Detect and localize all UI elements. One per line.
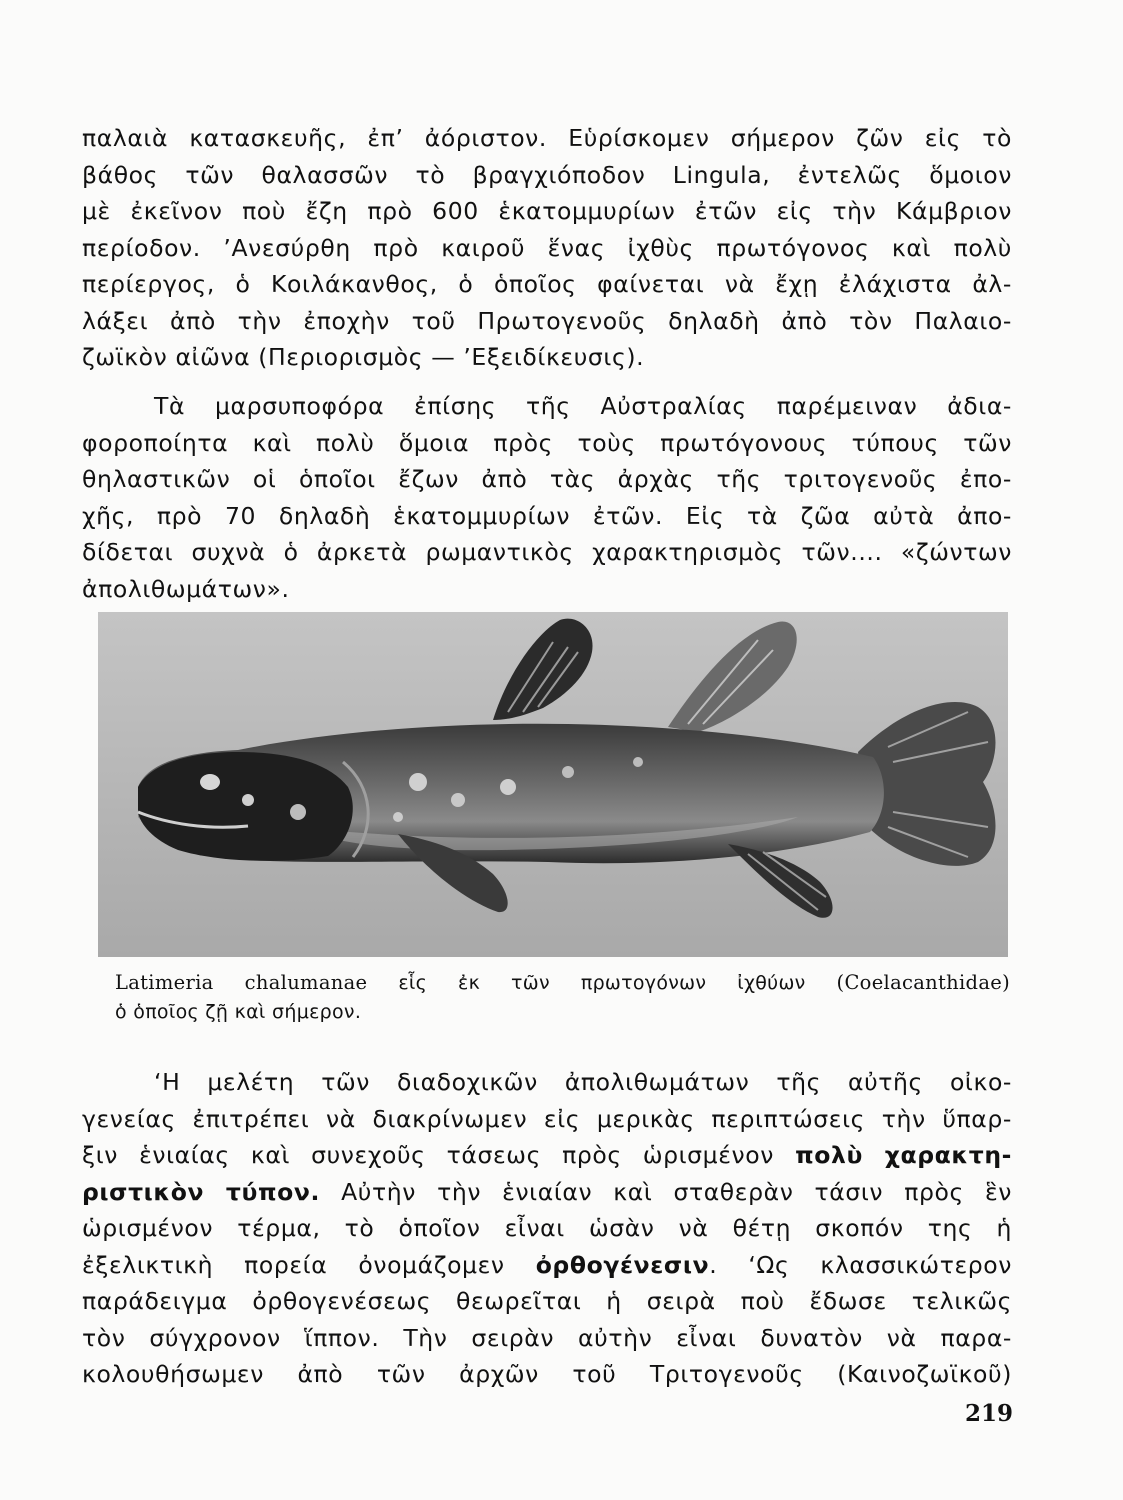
bold-term: ὀρθογένεσιν — [535, 1250, 710, 1279]
text-line: περίοδον. ’Ανεσύρθη πρὸ καιροῦ ἕνας ἰχθὺς πρωτόγονος καὶ πολὺ — [82, 233, 1012, 262]
text-line: δίδεται συχνὰ ὁ ἀρκετὰ ρωμαντικὸς χαρακτηρισμὸς τῶν.... «ζώντων — [82, 538, 1012, 566]
text-line: θηλαστικῶν οἱ ὁποῖοι ἔζων ἀπὸ τὰς ἀρχὰς τῆς τριτογενοῦς ἐπο- — [82, 465, 1012, 493]
text-segment: . ‘Ως κλασσικώτερον — [709, 1250, 1012, 1279]
paragraph-2 — [82, 388, 1012, 607]
text-line: ὡρισμένον τέρμα, τὸ ὁποῖον εἶναι ὡσὰν νὰ θέτῃ σκοπόν της ἡ — [82, 1214, 1012, 1242]
text-line: βάθος τῶν θαλασσῶν τὸ βραγχιόποδον Lingula, ἐντελῶς ὅμοιον — [82, 160, 1012, 189]
text-line — [82, 1137, 1012, 1174]
text-line: φοροποίητα καὶ πολὺ ὅμοια πρὸς τοὺς πρωτόγονους τύπους τῶν — [82, 428, 1012, 457]
fish-illustration — [98, 612, 1008, 957]
coelacanth-photo — [98, 612, 1008, 957]
bold-term: πολὺ χαρακτη- — [795, 1141, 1012, 1169]
bold-term: ριστικὸν τύπον. — [82, 1177, 321, 1206]
text-line — [82, 1247, 1012, 1284]
text-line: ἀπολιθωμάτων». — [82, 574, 290, 603]
text-line: γενείας ἐπιτρέπει νὰ διακρίνωμεν εἰς μερικὰς περιπτώσεις τὴν ὕπαρ- — [82, 1104, 1012, 1133]
text-line: ζωϊκὸν αἰῶνα (Περιορισμὸς — ’Εξειδίκευσις). — [82, 343, 645, 371]
caption-description: εἷς ἐκ τῶν πρωτογόνων ἰχθύων — [398, 972, 806, 994]
text-line — [82, 1174, 1012, 1211]
caption-line-1 — [115, 968, 1010, 998]
text-line: κολουθήσωμεν ἀπὸ τῶν ἀρχῶν τοῦ Τριτογενοῦς (Καινοζωϊκοῦ) — [82, 1360, 1012, 1388]
caption-family: (Coelacanthidae) — [836, 971, 1010, 994]
text-line: χῆς, πρὸ 70 δηλαδὴ ἑκατομμυρίων ἐτῶν. Εἰς τὰ ζῶα αὐτὰ ἀπο- — [82, 501, 1012, 530]
caption-latin-name: Latimeria chalumanae — [115, 971, 368, 994]
page-number: 219 — [965, 1400, 1014, 1427]
text-segment: Αὐτὴν τὴν ἑνιαίαν καὶ σταθερὰν τάσιν πρὸς ἓν — [320, 1177, 1012, 1206]
text-line: παλαιὰ κατασκευῆς, ἐπ’ ἀόριστον. Εὑρίσκομεν σήμερον ζῶν εἰς τὸ — [82, 124, 1012, 152]
text-line: τὸν σύγχρονον ἵππον. Τὴν σειρὰν αὐτὴν εἶναι δυνατὸν νὰ παρα- — [82, 1323, 1012, 1352]
text-line: ‘Η μελέτη τῶν διαδοχικῶν ἀπολιθωμάτων τῆς αὐτῆς οἰκο- — [154, 1068, 1012, 1096]
text-line: παράδειγμα ὀρθογενέσεως θεωρεῖται ἡ σειρὰ ποὺ ἔδωσε τελικῶς — [82, 1287, 1012, 1315]
paragraph-3 — [82, 1064, 1012, 1393]
paragraph-1 — [82, 120, 1012, 376]
text-line: περίεργος, ὁ Κοιλάκανθος, ὁ ὁποῖος φαίνεται νὰ ἔχῃ ἐλάχιστα ἀλ- — [82, 270, 1012, 298]
caption-line-2: ὁ ὁποῖος ζῇ καὶ σήμερον. — [115, 1001, 362, 1023]
text-segment: ξιν ἑνιαίας καὶ συνεχοῦς τάσεως πρὸς ὡρισμένον — [82, 1141, 774, 1169]
figure-caption — [115, 968, 1010, 1027]
text-line: μὲ ἐκεῖνον ποὺ ἔζη πρὸ 600 ἑκατομμυρίων ἐτῶν εἰς τὴν Κάμβριον — [82, 197, 1012, 225]
text-line: Τὰ μαρσυποφόρα ἐπίσης τῆς Αὐστραλίας παρέμειναν ἀδια- — [154, 392, 1012, 420]
text-segment: ἐξελικτικὴ πορεία ὀνομάζομεν — [82, 1250, 536, 1279]
text-line: λάξει ἀπὸ τὴν ἐποχὴν τοῦ Πρωτογενοῦς δηλαδὴ ἀπὸ τὸν Παλαιο- — [82, 306, 1012, 335]
